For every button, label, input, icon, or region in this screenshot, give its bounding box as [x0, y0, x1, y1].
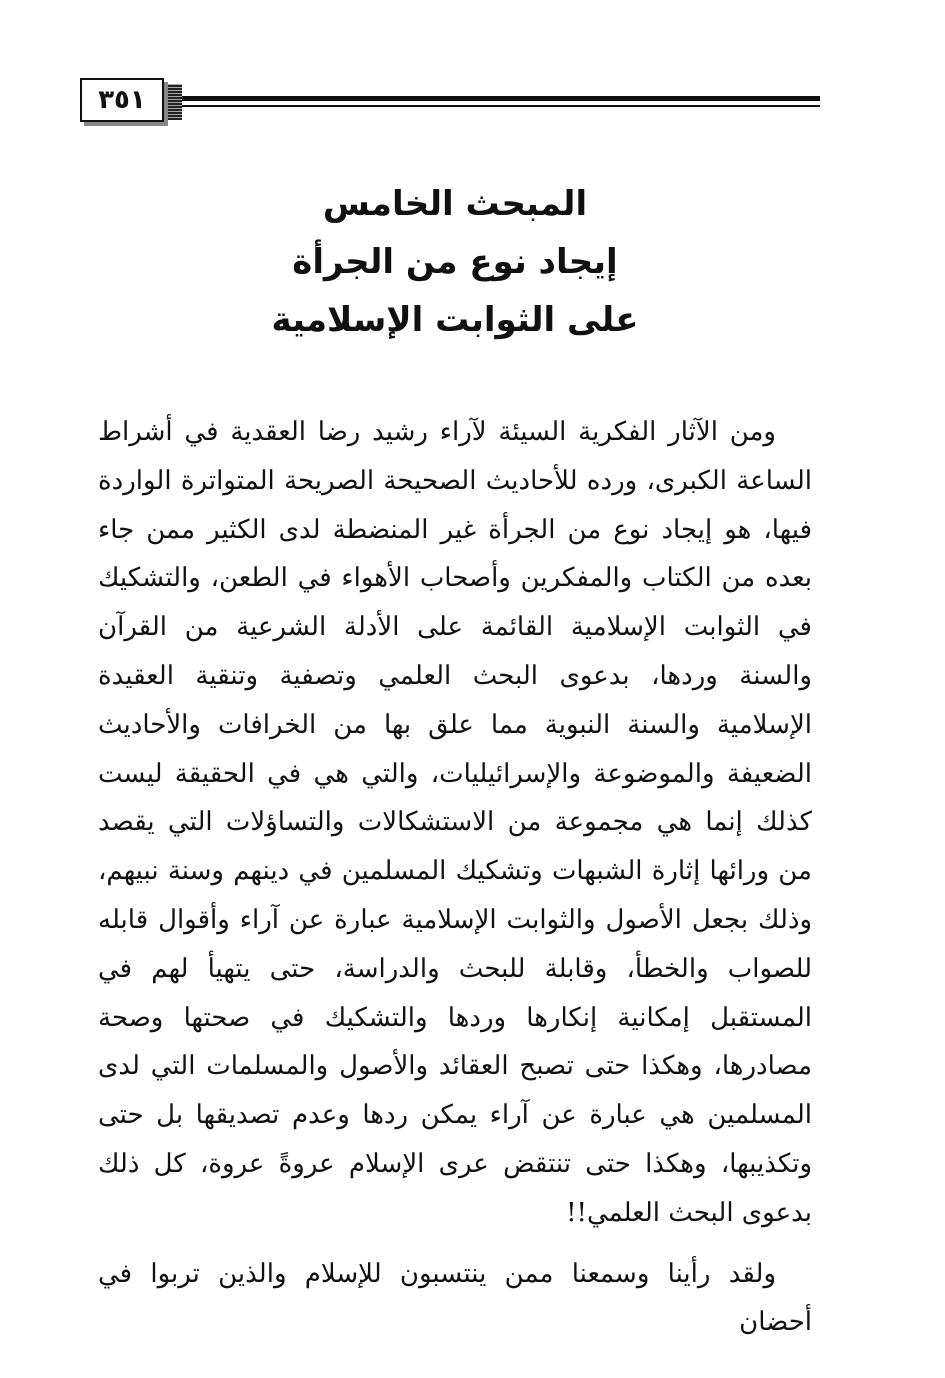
body-text: [98, 408, 812, 1347]
section-title: [150, 175, 760, 349]
page-header: [80, 78, 820, 126]
paragraph-1: ومن الآثار الفكرية السيئة لآراء رشيد رضا العقدية في أشراط الساعة الكبرى، ورده للأحاديث الصحيحة الصريحة المتواترة الواردة فيها، هو إيجاد نوع من الجرأة غير المنضطة لدى الكثير ممن جاء بعده من الكتاب والمفكرين وأصحاب الأهواء في الطعن، والتشكيك في الثوابت الإسلامية القائمة على الأدلة الشرعية من القرآن والسنة وردها، بدعوى البحث العلمي وتصفية وتنقية العقيدة الإسلامية والسنة النبوية مما علق بها من الخرافات والأحاديث الضعيفة والموضوعة والإسرائيليات، والتي هي في الحقيقة ليست كذلك إنما هي مجموعة من الاستشكالات والتساؤلات التي يقصد من ورائها إثارة الشبهات وتشكيك المسلمين في دينهم وسنة نبيهم، وذلك بجعل الأصول والثوابت الإسلامية عبارة عن آراء وأقوال قابله للصواب والخطأ، وقابلة للبحث والدراسة، حتى يتهيأ لهم في المستقبل إمكانية إنكارها وردها والتشكيك في صحتها وصحة مصادرها، وهكذا حتى تصبح العقائد والأصول والمسلمات التي لدى المسلمين هي عبارة عن آراء يمكن ردها وعدم تصديقها بل حتى وتكذيبها، وهكذا حتى تنتقض عرى الإسلام عروةً عروة، كل ذلك بدعوى البحث العلمي!!: [98, 417, 812, 1228]
paragraph-2: ولقد رأينا وسمعنا ممن ينتسبون للإسلام والذين تربوا في أحضان: [98, 1258, 812, 1338]
header-rule-thin: [182, 105, 820, 107]
header-rule-thick: [182, 96, 820, 101]
header-ornament: [168, 84, 182, 120]
section-title-line-3: على الثوابت الإسلامية: [271, 300, 639, 340]
section-title-line-2: إيجاد نوع من الجرأة: [292, 242, 618, 282]
page-number: ٣٥١: [80, 78, 164, 122]
section-title-line-1: المبحث الخامس: [322, 184, 588, 224]
